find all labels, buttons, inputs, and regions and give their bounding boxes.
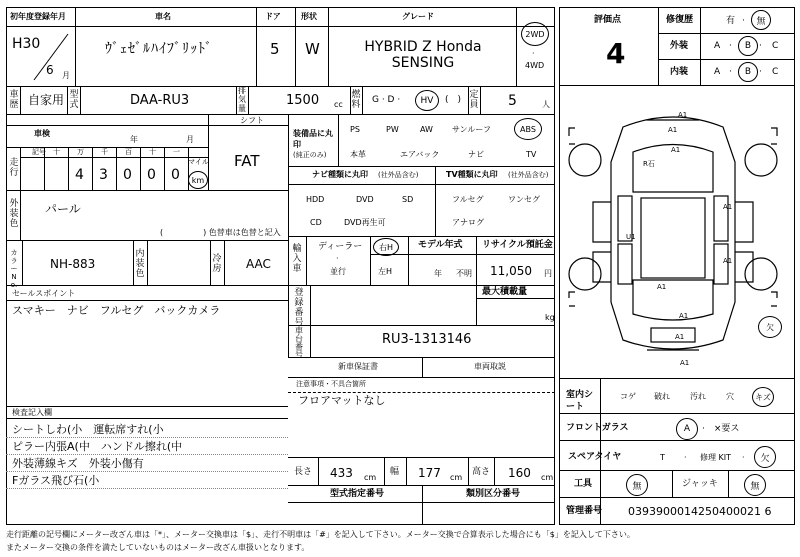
recycle-value: 11,050 <box>490 264 532 278</box>
mileage-unit-label: マイル <box>188 158 209 166</box>
spare-tire-item: T <box>660 453 665 462</box>
exterior-color-label: 外装色 <box>9 199 19 229</box>
footer-line2: またメーター交換の条件を満たしていないものはメーター改ざん車扱いとなります。 <box>6 543 310 552</box>
mileage-digit: 0 <box>171 167 180 183</box>
navi-item: DVD <box>356 195 374 204</box>
grade-label: グレード <box>402 12 434 21</box>
spare-tire-item: · <box>684 453 687 462</box>
equipment-item: ナビ <box>468 150 484 159</box>
length-value: 433 <box>330 466 353 480</box>
model-year-unknown: 不明 <box>456 269 472 278</box>
import-left: 左H <box>378 267 393 276</box>
interior-grade: C <box>772 67 779 77</box>
svg-text:A1: A1 <box>668 126 678 134</box>
management-value: 0393900014250400021 6 <box>628 505 772 518</box>
recycle-unit: 円 <box>544 269 552 278</box>
equipment-sub-label: (純正のみ) <box>293 151 327 159</box>
svg-text:R石: R石 <box>643 160 655 168</box>
drive-4wd: 4WD <box>525 61 545 70</box>
exterior-color-value: パール <box>45 202 81 216</box>
usage-value: 自家用 <box>28 93 65 107</box>
exterior-grade: B <box>744 41 752 51</box>
mileage-sign-label: 記号 <box>32 148 46 156</box>
mileage-digit-label: 十 <box>149 148 156 156</box>
bumper-damage-mark: 欠 <box>766 322 774 332</box>
width-value: 177 <box>418 466 441 480</box>
first-reg-month: 6 <box>46 63 54 77</box>
capacity-label: 定員 <box>469 90 479 110</box>
ac-label: 冷房 <box>212 254 222 274</box>
displacement-value: 1500 <box>286 93 320 108</box>
car-diagram <box>563 92 791 374</box>
width-label: 幅 <box>390 467 400 477</box>
fuel-options: G · D · <box>372 95 401 105</box>
sales-points-label: セールスポイント <box>12 289 76 298</box>
svg-text:A1: A1 <box>680 359 690 367</box>
mileage-digit: 0 <box>123 167 132 183</box>
interior-selected-circle <box>738 62 758 82</box>
repair-no: 無 <box>756 16 766 27</box>
repair-no-circle <box>751 10 771 30</box>
repair-label: 修復歴 <box>666 15 694 25</box>
bumper-damage-circle <box>758 316 782 338</box>
interior-dot: · <box>759 67 762 77</box>
exterior-dot: · <box>729 41 732 51</box>
color-no-label: カラーNo. <box>10 249 18 289</box>
ac-value: AAC <box>246 257 271 271</box>
doors-value: 5 <box>270 40 280 58</box>
car-name: ｳﾞｪｾﾞﾙﾊｲﾌﾞﾘｯﾄﾞ <box>105 41 213 57</box>
exterior-color-note: ( ) 色替車は色替と記入 <box>160 228 281 237</box>
spare-tire-circle <box>754 446 776 468</box>
spare-tire-item: · <box>742 453 745 462</box>
interior-rating-label: 内装 <box>670 67 689 77</box>
model-label: 型式 <box>69 90 79 110</box>
spare-tire-selected: 欠 <box>760 453 770 464</box>
import-label: 輸入車 <box>292 244 302 274</box>
capacity-unit: 人 <box>542 100 550 109</box>
manual-label: 車両取説 <box>474 362 506 371</box>
tv-label: TV種類に丸印 <box>446 170 498 179</box>
svg-text:A1: A1 <box>657 283 667 291</box>
length-label: 長さ <box>294 467 313 477</box>
interior-color-label: 内装色 <box>135 249 145 279</box>
grade-line1: HYBRID Z Honda <box>364 39 482 55</box>
mileage-label: 走行 <box>9 158 19 178</box>
grid-line <box>92 147 93 190</box>
score-label: 評価点 <box>594 15 622 25</box>
footer-line1: 走行距離の記号欄にメーター改ざん車は「*」、メーター交換車は「$」、走行不明車は「#」を記入して下さい。メーター交換で合算表示した場合にも「$」を記入して下さい。 <box>6 530 635 539</box>
equipment-item: PW <box>386 125 399 134</box>
import-right-circle <box>373 238 399 256</box>
drive-2wd-circle <box>521 22 549 46</box>
management-label: 管理番号 <box>566 506 603 516</box>
mileage-digit-label: 百 <box>125 148 132 156</box>
equipment-item: AW <box>420 125 433 134</box>
inspector-line: シートしわ(小 運転席すれ(小 <box>12 423 164 436</box>
equipment-abs-circle <box>514 118 542 140</box>
svg-text:U1: U1 <box>626 233 636 241</box>
score-value: 4 <box>606 37 626 70</box>
equipment-item: 本革 <box>350 150 366 159</box>
interior-grade: A <box>714 67 721 77</box>
displacement-label: 排気量 <box>238 86 246 113</box>
capacity-value: 5 <box>508 93 517 109</box>
fuel-selected: HV <box>420 95 434 106</box>
spare-tire-item: 修理 KIT <box>700 453 732 462</box>
svg-text:A1: A1 <box>723 203 733 211</box>
sheet-item: 破れ <box>654 392 670 401</box>
equipment-label: 装備品に丸印 <box>293 129 333 149</box>
svg-text:A1: A1 <box>675 333 685 341</box>
navi-item: CD <box>310 218 322 227</box>
height-unit: cm <box>541 473 554 482</box>
grid-line <box>6 454 288 455</box>
interior-sheet-label: 室内シート <box>566 390 594 412</box>
model-year-label: モデル年式 <box>418 240 463 250</box>
max-load-label: 最大積載量 <box>482 287 528 297</box>
windshield-label: フロントガラス <box>566 423 629 433</box>
windshield-circle <box>676 418 698 440</box>
sheet-item: コゲ <box>620 392 636 401</box>
interior-dot: · <box>729 67 732 77</box>
mileage-digit-label: 万 <box>77 148 84 156</box>
tv-item: フルセグ <box>452 195 484 204</box>
sheet-item: キズ <box>755 392 771 402</box>
exterior-grade: C <box>772 41 779 51</box>
import-dot: · <box>336 254 339 263</box>
car-name-label: 車名 <box>155 12 171 21</box>
import-right: 右H <box>378 242 393 252</box>
windshield-other: · ×要ス <box>702 424 740 434</box>
grid-line <box>6 437 288 438</box>
repair-yes: 有 <box>726 16 736 26</box>
grade-line2: SENSING <box>391 55 455 71</box>
equipment-item: サンルーフ <box>452 125 491 134</box>
shift-value: FAT <box>234 152 260 170</box>
displacement-unit: cc <box>334 100 343 109</box>
fuel-selected-circle <box>415 90 439 111</box>
jack-value: 無 <box>750 481 760 492</box>
inspection-year-unit: 年 <box>130 135 138 144</box>
inspection-month-unit: 月 <box>186 135 194 144</box>
notes-value: フロアマットなし <box>298 394 386 407</box>
windshield-selected: A <box>683 424 691 434</box>
import-parallel: 並行 <box>330 267 346 276</box>
model-spec-label: 型式指定番号 <box>330 489 385 499</box>
navi-item: SD <box>402 195 414 204</box>
sales-points-value: スマキー ナビ フルセグ バックカメラ <box>12 304 221 317</box>
tools-circle <box>626 474 648 496</box>
class-label: 類別区分番号 <box>466 489 521 499</box>
grid-line <box>164 147 165 190</box>
tv-item: ワンセグ <box>508 195 540 204</box>
inspector-line: 外装薄線キズ 外装小傷有 <box>12 457 144 470</box>
mileage-digit: 0 <box>147 167 156 183</box>
registration-label: 登録番号 <box>294 288 304 328</box>
notes-label: 注意事項・不具合箇所 <box>296 380 366 388</box>
navi-item: DVD再生可 <box>344 218 386 227</box>
shape-value: W <box>305 40 320 58</box>
first-reg-era: H30 <box>12 36 41 52</box>
grid-line <box>116 147 117 190</box>
tv-note: (社外品含む) <box>508 171 549 179</box>
mileage-digit-label: 一 <box>173 148 180 156</box>
navi-note: (社外品含む) <box>378 171 419 179</box>
svg-text:A1: A1 <box>679 312 689 320</box>
color-no-value: NH-883 <box>50 257 96 271</box>
svg-text:A1: A1 <box>671 146 681 154</box>
first-reg-month-unit: 月 <box>62 71 70 80</box>
grid-line <box>6 471 288 472</box>
sheet-item: 穴 <box>726 392 734 401</box>
equipment-item: PS <box>350 125 360 134</box>
grid-line <box>68 147 69 190</box>
spare-tire-label: スペアタイヤ <box>568 452 622 462</box>
navi-item: HDD <box>306 195 325 204</box>
fuel-other: ( ) <box>445 95 462 105</box>
drive-2wd: 2WD <box>525 29 545 39</box>
exterior-selected-circle <box>738 36 758 56</box>
drive-dot: · <box>532 49 535 58</box>
grid-line <box>140 147 141 190</box>
door-label: ドア <box>265 12 281 21</box>
equipment-item: ABS <box>520 124 536 134</box>
mileage-unit: km <box>191 175 205 185</box>
shift-label: シフト <box>240 116 264 125</box>
tools-label: 工具 <box>574 479 593 489</box>
mileage-digit-label: 千 <box>101 148 108 156</box>
new-car-warranty: 新車保証書 <box>338 362 378 371</box>
navi-label: ナビ種類に丸印 <box>312 170 368 179</box>
width-unit: cm <box>450 473 463 482</box>
jack-circle <box>744 474 766 496</box>
mileage-digit-label: 十 <box>53 148 60 156</box>
recycle-label: リサイクル預託金 <box>482 240 553 250</box>
interior-grade: B <box>744 67 752 77</box>
inspector-line: ピラー内張A(中 ハンドル擦れ(中 <box>12 440 183 453</box>
tv-item: アナログ <box>452 218 484 227</box>
inspector-line: Fガラス飛び石(小 <box>12 474 100 487</box>
equipment-item: エアバック <box>400 150 440 159</box>
max-load-unit: kg <box>545 313 555 322</box>
jack-label: ジャッキ <box>682 479 718 489</box>
mileage-digit: 4 <box>75 167 84 183</box>
import-dealer: ディーラー <box>318 242 363 252</box>
inspection-label: 車検 <box>34 129 50 138</box>
length-unit: cm <box>364 473 377 482</box>
repair-dot: · <box>742 16 745 26</box>
model-value: DAA-RU3 <box>130 93 190 108</box>
svg-text:A1: A1 <box>678 111 688 119</box>
equipment-item: TV <box>526 150 537 159</box>
sheet-selected-circle <box>752 387 774 407</box>
inspector-label: 検査記入欄 <box>12 408 52 417</box>
tools-value: 無 <box>632 481 642 492</box>
height-label: 高さ <box>472 467 491 477</box>
sheet-item: 汚れ <box>690 392 706 401</box>
fuel-label: 燃料 <box>351 90 361 110</box>
shape-label: 形状 <box>301 12 317 21</box>
usage-label: 車歴 <box>9 90 19 110</box>
grid-line <box>6 488 288 489</box>
model-year-unit: 年 <box>434 269 442 278</box>
grid-line <box>44 147 45 190</box>
exterior-grade: A <box>714 41 721 51</box>
first-reg-label: 初年度登録年月 <box>10 12 66 21</box>
chassis-value: RU3-1313146 <box>382 332 472 347</box>
mileage-unit-circle <box>188 171 208 189</box>
chassis-label: 車台番号 <box>295 326 303 359</box>
exterior-rating-label: 外装 <box>670 41 689 51</box>
height-value: 160 <box>508 466 531 480</box>
svg-text:A1: A1 <box>723 257 733 265</box>
exterior-dot: · <box>759 41 762 51</box>
mileage-digit: 3 <box>99 167 108 183</box>
